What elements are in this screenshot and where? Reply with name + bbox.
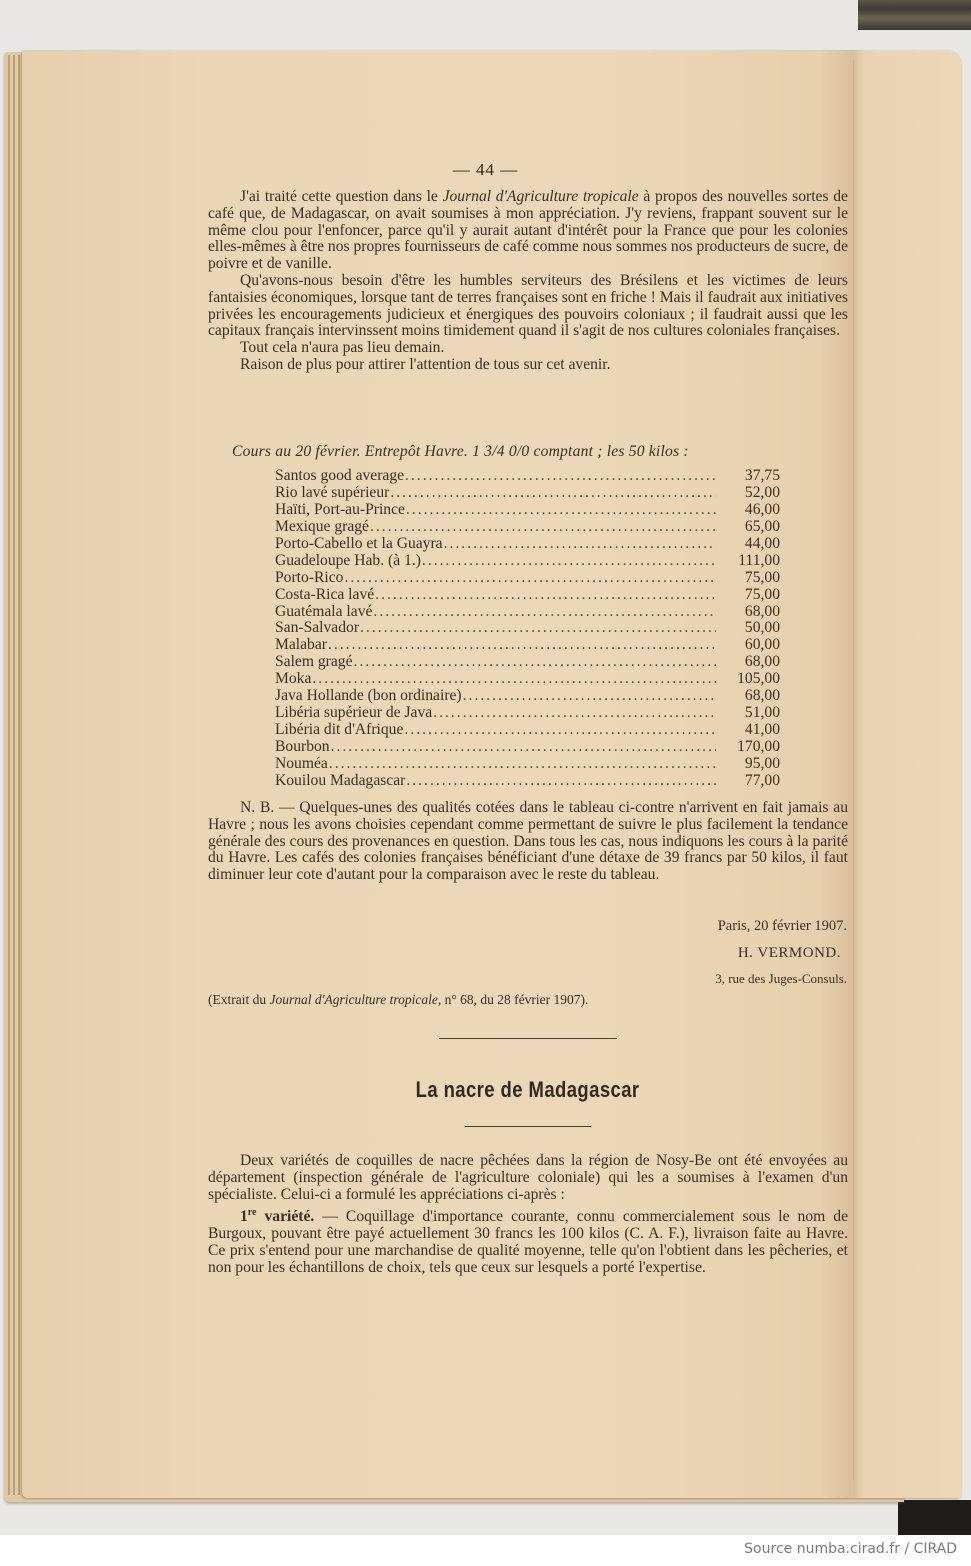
coffee-price-table	[275, 468, 780, 790]
leader-dots	[405, 468, 716, 485]
price-row	[275, 756, 780, 773]
leader-dots	[444, 536, 716, 553]
price-value: 65,00	[744, 517, 780, 535]
price-value: 51,00	[744, 704, 780, 722]
prices-caption: Cours au 20 février. Entrepôt Havre. 1 3/4 0/0 comptant ; les 50 kilos :	[232, 443, 689, 460]
source-note-start: (Extrait du	[208, 992, 270, 1007]
price-row	[275, 604, 780, 621]
leader-dots	[433, 705, 716, 722]
price-origin: Porto-Rico	[275, 568, 344, 586]
page-edge	[8, 55, 10, 1495]
intro-paragraph-1	[208, 189, 848, 273]
price-origin: Costa-Rica lavé	[275, 585, 375, 603]
price-origin: Kouilou Madagascar	[275, 771, 406, 789]
variety-number: 1	[240, 1208, 248, 1226]
price-value: 68,00	[744, 653, 780, 671]
book-cover-top	[858, 0, 971, 30]
price-value: 50,00	[744, 619, 780, 637]
price-value: 41,00	[744, 721, 780, 739]
source-note-end: n° 68, du 28 février 1907).	[441, 992, 589, 1007]
price-row	[275, 773, 780, 790]
price-row	[275, 739, 780, 756]
variety-paragraph	[208, 1209, 848, 1276]
leader-dots	[312, 671, 716, 688]
leader-dots	[370, 519, 716, 536]
price-row	[275, 485, 780, 502]
price-value: 44,00	[744, 534, 780, 552]
price-value: 170,00	[737, 738, 780, 755]
price-origin: Santos good average	[275, 467, 405, 484]
price-origin: Nouméa	[275, 754, 328, 772]
leader-dots	[375, 587, 716, 604]
price-value: 77,00	[744, 771, 780, 789]
price-origin: Moka	[275, 670, 312, 688]
price-origin: Java Hollande (bon ordinaire)	[275, 687, 462, 705]
leader-dots	[463, 688, 716, 705]
price-row	[275, 722, 780, 739]
leader-dots	[331, 739, 716, 756]
price-origin: Libéria dit d'Afrique	[275, 721, 404, 739]
price-origin: Guadeloupe Hab. (à 1.)	[275, 551, 421, 569]
price-origin: Libéria supérieur de Java	[275, 704, 433, 722]
price-value: 75,00	[744, 568, 780, 586]
price-origin: Mexique gragé	[275, 517, 369, 535]
journal-title: Journal d'Agriculture tropicale	[442, 188, 639, 205]
page-fold	[853, 60, 855, 1480]
note-paragraph: N. B. — Quelques-unes des qualités cotées dans le tableau ci-contre n'arrivent en fait jamais au Havre ; nous les avons choisies cependant comme permettant de suivre le plus facilement la tendance générale des cours des provenances en question. Dans tous les cas, nous indiquons les cours à la parité du Havre. Les cafés des colonies françaises bénéficiant d'une détaxe de 39 francs par 50 kilos, il faut diminuer leur cote d'autant pour la comparaison avec le reste du tableau.	[208, 799, 848, 884]
section-title: La nacre de Madagascar	[415, 1077, 640, 1102]
intro-p1-end: à propos des nouvelles sortes de café que, de Madagascar, on avait soumises à mon appréciation. J'y reviens, frappant souvent sur le même clou pour l'enfoncer, parce qu'il y aurait autant d'intérêt pour la France que pour les colonies elles-mêmes à être nos propres fournisseurs de café comme nous sommes nos producteurs de sucre, de poivre et de vanille.	[208, 188, 849, 273]
signature-author: H. VERMOND.	[737, 945, 841, 961]
price-row	[275, 587, 780, 604]
leader-dots	[390, 485, 716, 502]
page-number: — 44 —	[452, 160, 519, 179]
section-body	[208, 1153, 848, 1277]
source-note-journal: Journal d'Agriculture tropicale,	[269, 992, 442, 1007]
variety-heading	[240, 1208, 314, 1225]
intro-paragraph-4: Raison de plus pour attirer l'attention de tous sur cet avenir.	[240, 355, 611, 373]
price-value: 46,00	[744, 500, 780, 518]
price-row	[275, 536, 780, 553]
leader-dots	[329, 756, 716, 773]
page-edge	[18, 55, 20, 1495]
price-value: 37,75	[744, 467, 780, 484]
price-row	[275, 620, 780, 637]
intro-paragraph-2: Qu'avons-nous besoin d'être les humbles serviteurs des Brésilens et les victimes de leurs fantaisies économiques, lorsque tant de terres françaises sont en friche ! Mais il faudrait aux initiatives privées les encouragements judicieux et énergiques des pouvoirs coloniaux ; il faudrait aussi que les capitaux français intervinssent moins timidement quand il s'agit de nos cultures coloniales françaises.	[208, 271, 848, 340]
price-origin: Haïti, Port-au-Prince	[275, 500, 405, 518]
leader-dots	[406, 502, 716, 519]
price-value: 95,00	[744, 754, 780, 772]
leader-dots	[404, 722, 716, 739]
price-row	[275, 553, 780, 570]
signature-address: 3, rue des Juges-Consuls.	[715, 971, 847, 986]
price-origin: Porto-Cabello et la Guayra	[275, 534, 443, 552]
price-row	[275, 705, 780, 722]
intro-paragraph-3: Tout cela n'aura pas lieu demain.	[240, 339, 445, 357]
price-origin: Guatémala lavé	[275, 602, 373, 620]
leader-dots	[344, 570, 716, 587]
divider-rule	[439, 1038, 617, 1039]
leader-dots	[406, 773, 716, 790]
price-value: 111,00	[738, 551, 780, 569]
price-row	[275, 688, 780, 705]
title-underline	[465, 1126, 591, 1127]
price-row	[275, 570, 780, 587]
signature-place-date: Paris, 20 février 1907.	[717, 918, 847, 934]
intro-text	[208, 189, 848, 374]
variety-text: — Coquillage d'importance courante, connu commercialement sous le nom de Burgoux, pouvant être payé actuellement 30 francs les 100 kilos (C. A. F.), livraison faite au Havre. Ce prix s'entend pour une marchandise de qualité moyenne, telle qu'on l'obtient dans les pêcheries, et non pour les échantillons de choix, tels que ceux sur lesquels a porté l'expertise.	[208, 1208, 848, 1276]
leader-dots	[360, 620, 716, 637]
price-origin: San-Salvador	[275, 619, 360, 637]
leader-dots	[373, 604, 716, 621]
variety-label: variété.	[256, 1208, 315, 1226]
price-row	[275, 502, 780, 519]
price-value: 60,00	[744, 636, 780, 654]
price-value: 68,00	[744, 687, 780, 705]
price-row	[275, 654, 780, 671]
price-origin: Malabar	[275, 636, 327, 654]
price-value: 68,00	[744, 602, 780, 620]
leader-dots	[354, 654, 716, 671]
price-origin: Bourbon	[275, 738, 330, 755]
intro-p1-start: J'ai traité cette question dans le	[240, 188, 443, 205]
leader-dots	[328, 637, 716, 654]
page-edge	[13, 55, 15, 1495]
book-cover-bottom	[898, 1500, 971, 1535]
price-row	[275, 519, 780, 536]
note-text	[208, 800, 848, 884]
price-row	[275, 671, 780, 688]
price-row	[275, 637, 780, 654]
price-value: 105,00	[737, 670, 780, 688]
price-value: 75,00	[744, 585, 780, 603]
leader-dots	[422, 553, 716, 570]
variety-superscript: re	[247, 1207, 257, 1219]
source-caption: Source numba.cirad.fr / CIRAD	[744, 1541, 957, 1557]
source-note	[208, 992, 588, 1008]
price-origin: Rio lavé supérieur	[275, 483, 390, 501]
price-origin: Salem gragé	[275, 653, 353, 671]
price-value: 52,00	[744, 483, 780, 501]
section-paragraph-1: Deux variétés de coquilles de nacre pêchées dans la région de Nosy-Be ont été envoyées au département (inspection générale de l'agriculture coloniale) qui les a soumises à l'examen d'un spécialiste. Celui-ci a formulé les appréciations ci-après :	[208, 1152, 848, 1203]
price-row	[275, 468, 780, 485]
